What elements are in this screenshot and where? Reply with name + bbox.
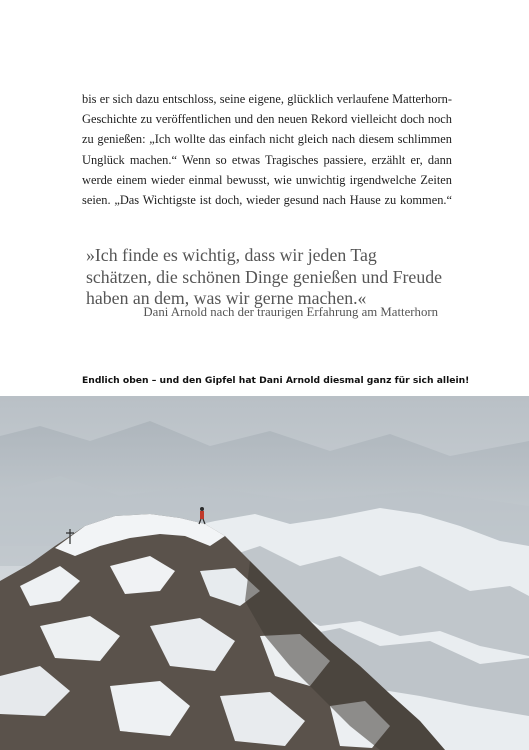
pull-quote xyxy=(86,245,446,310)
photo-caption: Endlich oben – und den Gipfel hat Dani Arnold diesmal ganz für sich allein! xyxy=(82,375,470,386)
body-line: bis er sich dazu entschloss, seine eigene, glücklich verlaufene Matterhorn- xyxy=(82,92,452,106)
body-line: werde einem wieder einmal bewusst, wie unwichtig irgendwelche Zeiten xyxy=(82,172,452,187)
body-paragraph xyxy=(82,89,452,210)
body-line: Unglück machen.“ Wenn so etwas Tragisches passiere, erzählt er, dann xyxy=(82,152,452,167)
quote-line: haben an dem, was wir gerne machen.« xyxy=(86,288,367,308)
quote-line: »Ich finde es wichtig, dass wir jeden Tag xyxy=(86,245,377,265)
quote-line: schätzen, die schönen Dinge genießen und Freude xyxy=(86,266,442,287)
quote-attribution: Dani Arnold nach der traurigen Erfahrung am Matterhorn xyxy=(143,305,438,319)
body-line: zu genießen: „Ich wollte das einfach nicht gleich nach diesem schlimmen xyxy=(82,132,452,147)
body-line: seien. „Das Wichtigste ist doch, wieder gesund nach Hause zu kommen.“ xyxy=(82,193,452,208)
body-line: Geschichte zu veröffentlichen und den neuen Rekord vielleicht doch noch xyxy=(82,112,452,127)
summit-photo xyxy=(0,396,529,750)
